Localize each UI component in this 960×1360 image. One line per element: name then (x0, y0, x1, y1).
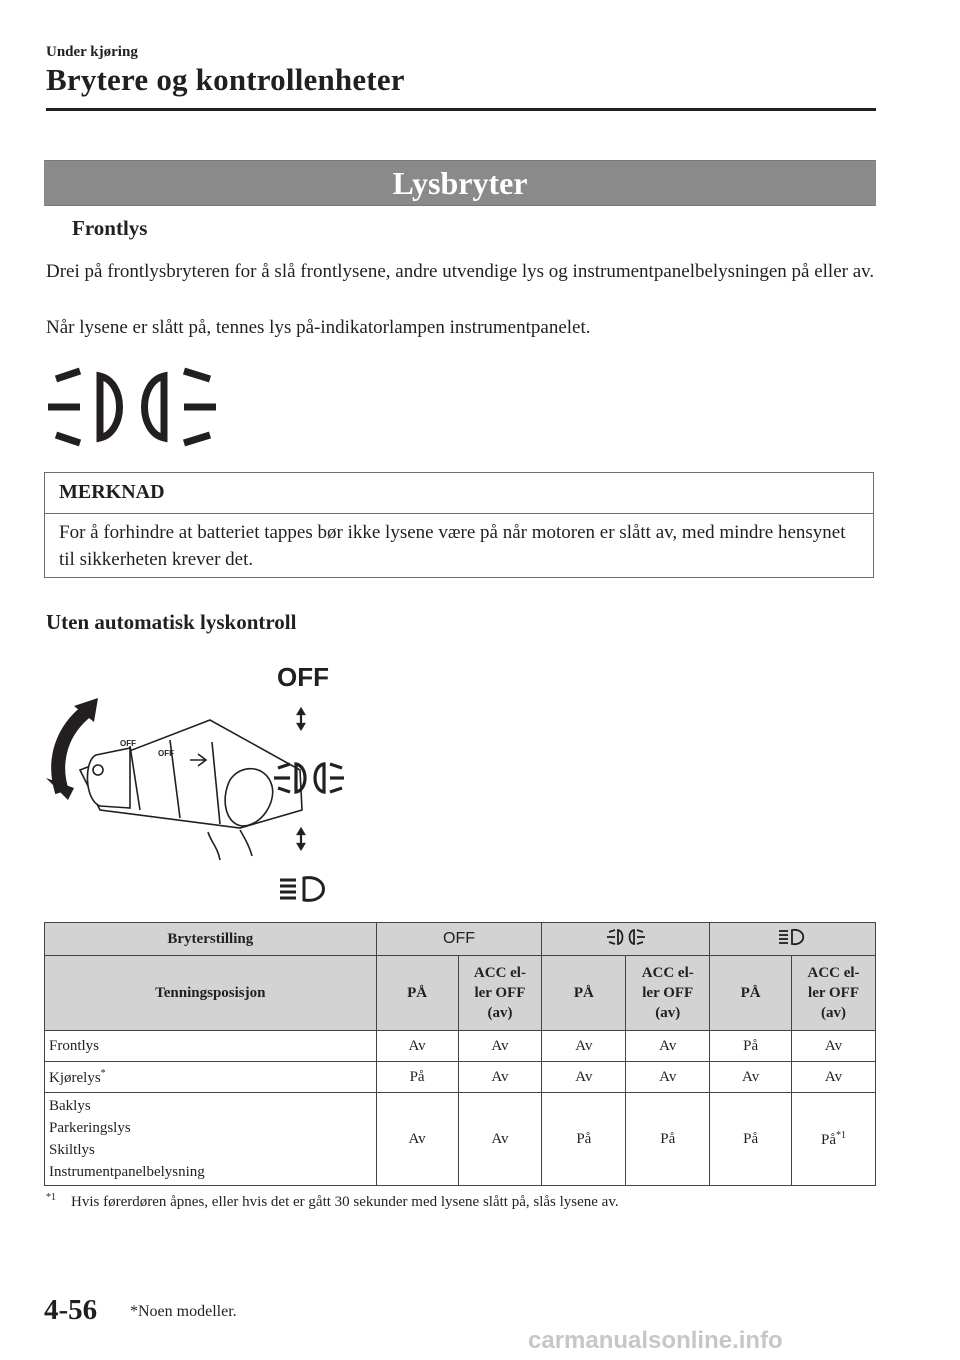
header-off: OFF (376, 923, 542, 956)
table-cell: Av (626, 1031, 710, 1062)
table-header-row-ignition (45, 956, 876, 1031)
table-cell: På (710, 1093, 792, 1186)
header-position-light (542, 923, 710, 956)
table-cell: Av (458, 1062, 542, 1093)
table-cell: På (710, 1031, 792, 1062)
table-cell: Av (458, 1093, 542, 1186)
ignition-on: PÅ (542, 956, 626, 1031)
header-switch-position: Bryterstilling (45, 923, 377, 956)
low-beam-headlight-icon (280, 878, 324, 901)
paragraph-frontlys-2: Når lysene er slått på, tennes lys på-indikatorlampen instrumentpanelet. (46, 317, 591, 338)
table-cell: Av (710, 1062, 792, 1093)
table-header-row-switch (45, 923, 876, 956)
ignition-acc-off: ACC el- ler OFF (av) (626, 956, 710, 1031)
table-row (45, 1031, 876, 1062)
asterisk-mark: * (100, 1067, 106, 1079)
note-text: For å forhindre at batteriet tappes bør ikke lysene være på når motoren er slått av, med mindre hensynet til sikkerheten krever det. (59, 522, 846, 570)
table-row (45, 1062, 876, 1093)
footnote-mark: *1 (836, 1129, 847, 1141)
ignition-acc-off: ACC el- ler OFF (av) (792, 956, 876, 1031)
page-number: 4-56 (44, 1294, 98, 1326)
svg-text:OFF: OFF (120, 739, 136, 748)
note-header (45, 473, 873, 514)
table-cell: $På^{*1}$ (792, 1093, 876, 1186)
light-stalk-icon (80, 720, 302, 860)
subheading-frontlys: Frontlys (72, 216, 148, 240)
ignition-on: PÅ (376, 956, 458, 1031)
off-label: OFF (277, 662, 329, 692)
section-label: Under kjøring (46, 44, 138, 60)
heading-divider (46, 108, 876, 111)
table-cell: Av (542, 1062, 626, 1093)
table-cell: Av (376, 1031, 458, 1062)
watermark: carmanualsonline.info (528, 1327, 783, 1354)
banner-title: Lysbryter (392, 165, 528, 201)
table-cell: Av (458, 1031, 542, 1062)
page-title: Brytere og kontrollenheter (46, 62, 405, 97)
table-cell: Av (542, 1031, 626, 1062)
table-cell: På (626, 1093, 710, 1186)
paragraph-frontlys-1: Drei på frontlysbryteren for å slå frontlysene, andre utvendige lys og instrumentpanelbelysningen på eller av. (46, 261, 875, 282)
headlight-indicator-icon (46, 362, 226, 452)
models-note: *Noen modeller. (130, 1303, 237, 1320)
table-cell: På (376, 1062, 458, 1093)
svg-text:OFF: OFF (158, 749, 174, 758)
table-cell: Av (376, 1093, 458, 1186)
table-row (45, 1093, 876, 1186)
subheading-uten-automatisk: Uten automatisk lyskontroll (46, 610, 297, 634)
table-cell: På (542, 1093, 626, 1186)
light-status-table (44, 922, 876, 1186)
row-label: Frontlys (45, 1031, 377, 1062)
low-beam-headlight-icon (777, 928, 809, 946)
header-ignition-position: Tenningsposisjon (45, 956, 377, 1031)
table-cell: Av (792, 1031, 876, 1062)
header-headlight (710, 923, 876, 956)
note-box (44, 472, 874, 578)
footnote (46, 1192, 619, 1211)
row-label-group: Baklys Parkeringslys Skiltlys Instrumentpanelbelysning (45, 1093, 377, 1186)
footnote-mark: *1 (46, 1192, 56, 1203)
table-cell: Av (792, 1062, 876, 1093)
table-cell: Av (626, 1062, 710, 1093)
section-banner (44, 160, 876, 206)
footnote-text: Hvis førerdøren åpnes, eller hvis det er gått 30 sekunder med lysene slått på, slås lysene av. (71, 1194, 619, 1210)
position-light-icon (606, 928, 646, 946)
row-label: Kjørelys* (45, 1062, 377, 1093)
note-title: MERKNAD (59, 481, 165, 503)
light-stalk-diagram (40, 660, 350, 910)
ignition-on: PÅ (710, 956, 792, 1031)
ignition-acc-off: ACC el- ler OFF (av) (458, 956, 542, 1031)
